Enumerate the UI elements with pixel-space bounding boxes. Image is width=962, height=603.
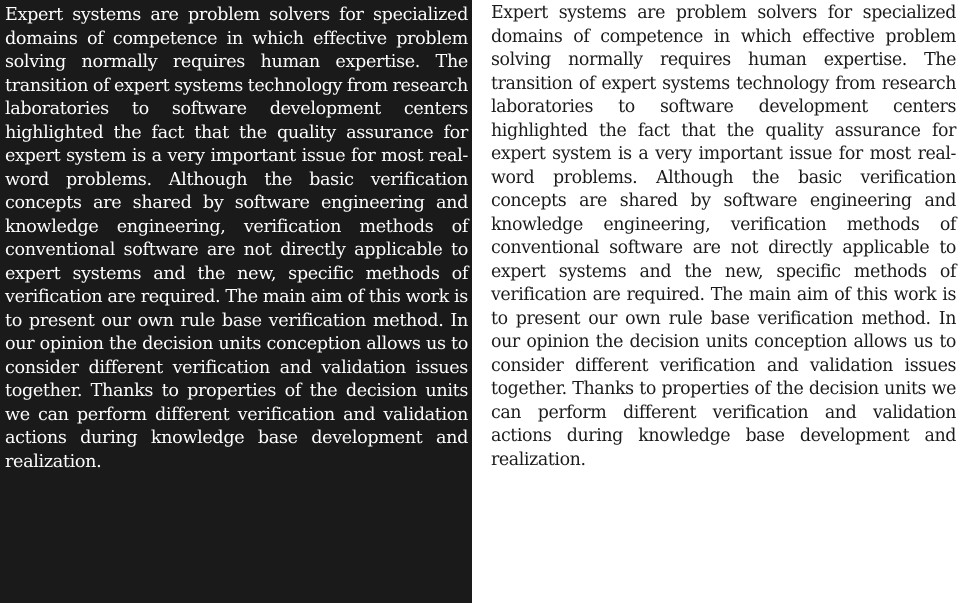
dark-text-panel: [0, 0, 472, 603]
light-text-panel: [472, 0, 962, 603]
abstract-paragraph-dark: Expert systems are problem solvers for specialized domains of competence in which effective problem solving normally requires human expertise. The transition of expert systems technology from research laboratories to software development centers highlighted the fact that the quality assurance for expert system is a very important issue for most real-word problems. Although the basic verification concepts are shared by software engineering and knowledge engineering, verification methods of conventional software are not directly applicable to expert systems and the new, specific methods of verification are required. The main aim of this work is to present our own rule base verification method. In our opinion the decision units conception allows us to consider different verification and validation issues together. Thanks to properties of the decision units we can perform different verification and validation actions during knowledge base development and realization.: [5, 5, 468, 472]
abstract-paragraph-light: Expert systems are problem solvers for specialized domains of competence in which effective problem solving normally requires human expertise. The transition of expert systems technology from research laboratories to software development centers highlighted the fact that the quality assurance for expert system is a very important issue for most real-word problems. Although the basic verification concepts are shared by software engineering and knowledge engineering, verification methods of conventional software are not directly applicable to expert systems and the new, specific methods of verification are required. The main aim of this work is to present our own rule base verification method. In our opinion the decision units conception allows us to consider different verification and validation issues together. Thanks to properties of the decision units we can perform different verification and validation actions during knowledge base development and realization.: [491, 3, 956, 470]
